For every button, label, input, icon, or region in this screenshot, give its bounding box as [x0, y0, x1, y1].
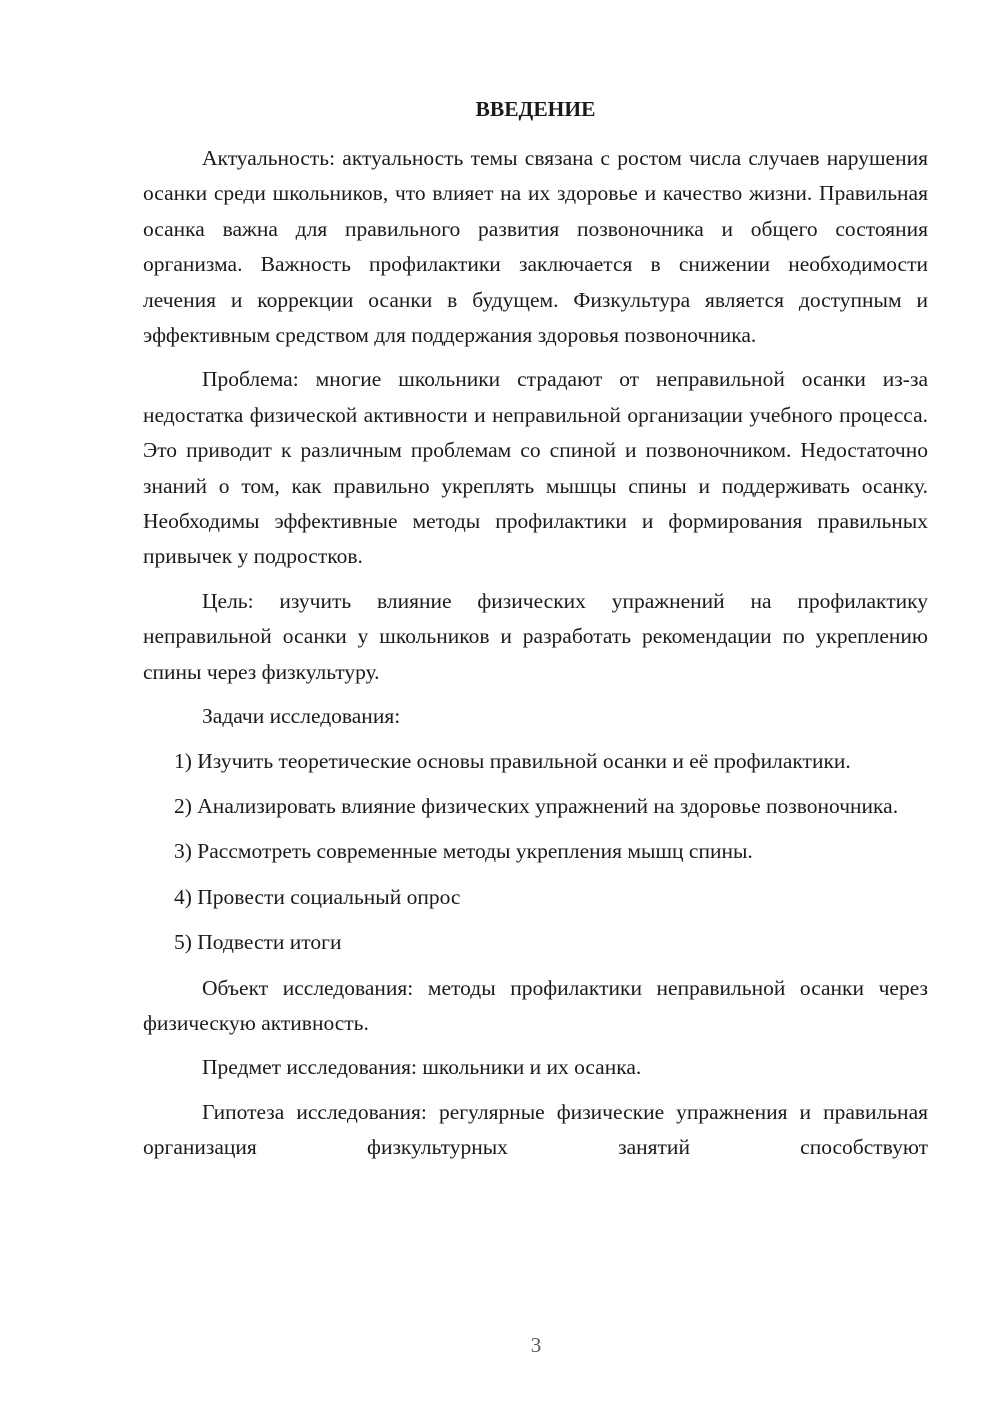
page-content	[143, 92, 928, 1175]
task-item: 5) Подвести итоги	[174, 930, 342, 955]
section-title: ВВЕДЕНИЕ	[475, 97, 596, 121]
hypothesis-paragraph: Гипотеза исследования: регулярные физические упражнения и правильная организация физкультурных занятий способствуют	[143, 1099, 928, 1160]
subject-paragraph: Предмет исследования: школьники и их осанка.	[202, 1055, 642, 1080]
tasks-list	[143, 744, 928, 961]
task-item: 4) Провести социальный опрос	[174, 884, 461, 909]
object-paragraph: Объект исследования: методы профилактики неправильной осанки через физическую активность.	[143, 975, 928, 1035]
task-item: 2) Анализировать влияние физических упражнений на здоровье позвоночника.	[174, 793, 899, 818]
goal-paragraph: Цель: изучить влияние физических упражнений на профилактику неправильной осанки у школьников и разработать рекомендации по укреплению спины через физкультуру.	[143, 588, 928, 684]
problem-paragraph: Проблема: многие школьники страдают от неправильной осанки из-за недостатка физической активности и неправильной организации учебного процесса. Это приводит к различным проблемам со спиной и позвоночником. Недостаточно знаний о том, как правильно укреплять мышцы спины и поддерживать осанку. Необходимы эффективные методы профилактики и формирования правильных привычек у подростков.	[143, 367, 928, 569]
relevance-paragraph: Актуальность: актуальность темы связана с ростом числа случаев нарушения осанки среди школьников, что влияет на их здоровье и качество жизни. Правильная осанка важна для правильного развития позвоночника и общего состояния организма. Важность профилактики заключается в снижении необходимости лечения и коррекции осанки в будущем. Физкультура является доступным и эффективным средством для поддержания здоровья позвоночника.	[143, 146, 928, 348]
task-item: 3) Рассмотреть современные методы укрепления мышц спины.	[174, 839, 753, 864]
task-item: 1) Изучить теоретические основы правильной осанки и её профилактики.	[174, 748, 851, 773]
tasks-heading: Задачи исследования:	[202, 704, 401, 729]
page-number: 3	[530, 1333, 542, 1357]
